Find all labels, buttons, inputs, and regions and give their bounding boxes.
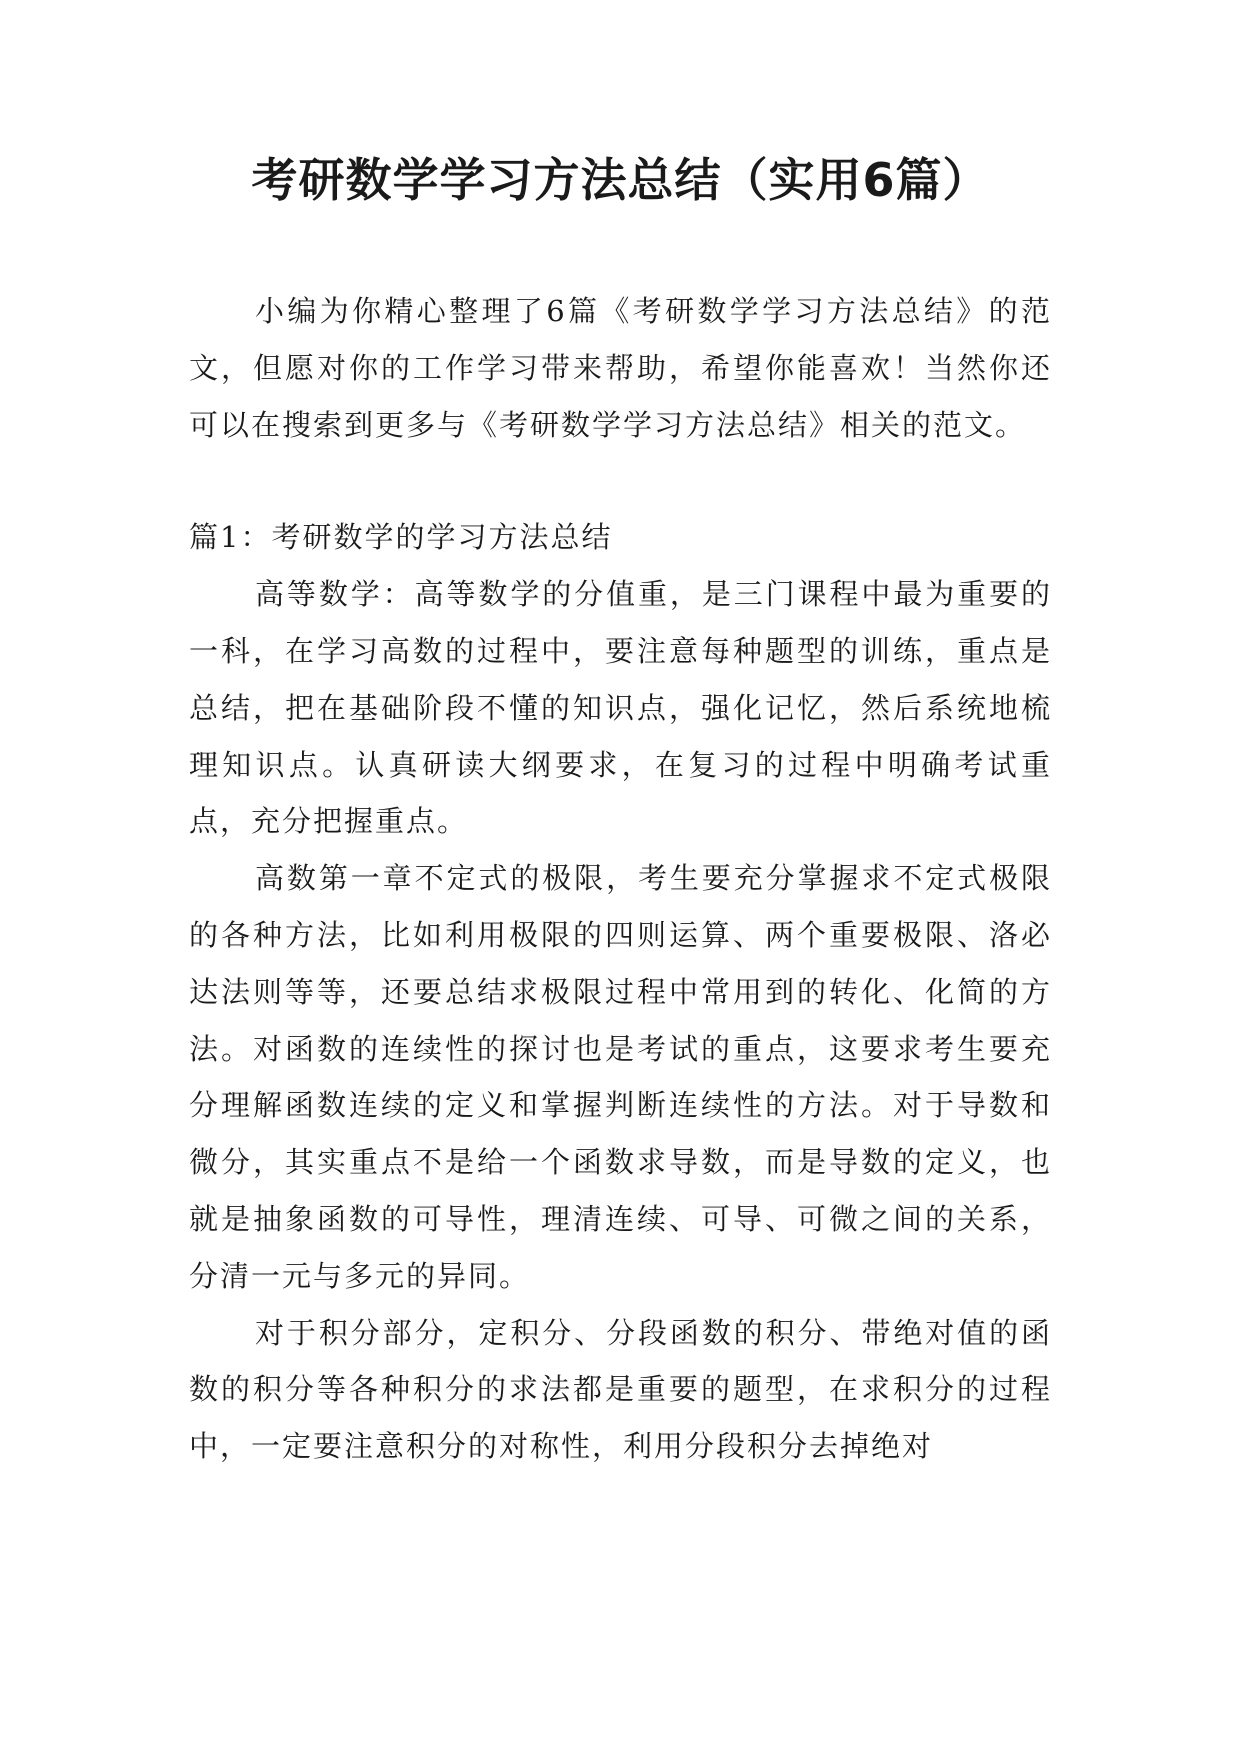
body-paragraph: 高数第一章不定式的极限，考生要充分掌握求不定式极限的各种方法，比如利用极限的四则运算、两个重要极限、洛必达法则等等，还要总结求极限过程中常用到的转化、化简的方法。对函数的连续性的探讨也是考试的重点，这要求考生要充分理解函数连续的定义和掌握判断连续性的方法。对于导数和微分，其实重点不是给一个函数求导数，而是导数的定义，也就是抽象函数的可导性，理清连续、可导、可微之间的关系，分清一元与多元的异同。 bbox=[189, 861, 1052, 1293]
page-title: 考研数学学习方法总结（实用6篇） bbox=[251, 153, 990, 207]
paragraph-spacer bbox=[189, 453, 1052, 509]
section-heading: 篇1：考研数学的学习方法总结 bbox=[189, 520, 613, 555]
body-paragraph: 高等数学：高等数学的分值重，是三门课程中最为重要的一科，在学习高数的过程中，要注意每种题型的训练，重点是总结，把在基础阶段不懂的知识点，强化记忆，然后系统地梳理知识点。认真研读大纲要求，在复习的过程中明确考试重点，充分把握重点。 bbox=[189, 577, 1052, 839]
document-body bbox=[189, 283, 1052, 1475]
body-paragraph: 对于积分部分，定积分、分段函数的积分、带绝对值的函数的积分等各种积分的求法都是重要的题型，在求积分的过程中，一定要注意积分的对称性，利用分段积分去掉绝对 bbox=[189, 1315, 1052, 1464]
intro-paragraph: 小编为你精心整理了6篇《考研数学学习方法总结》的范文，但愿对你的工作学习带来帮助，希望你能喜欢！当然你还可以在搜索到更多与《考研数学学习方法总结》相关的范文。 bbox=[189, 294, 1052, 442]
